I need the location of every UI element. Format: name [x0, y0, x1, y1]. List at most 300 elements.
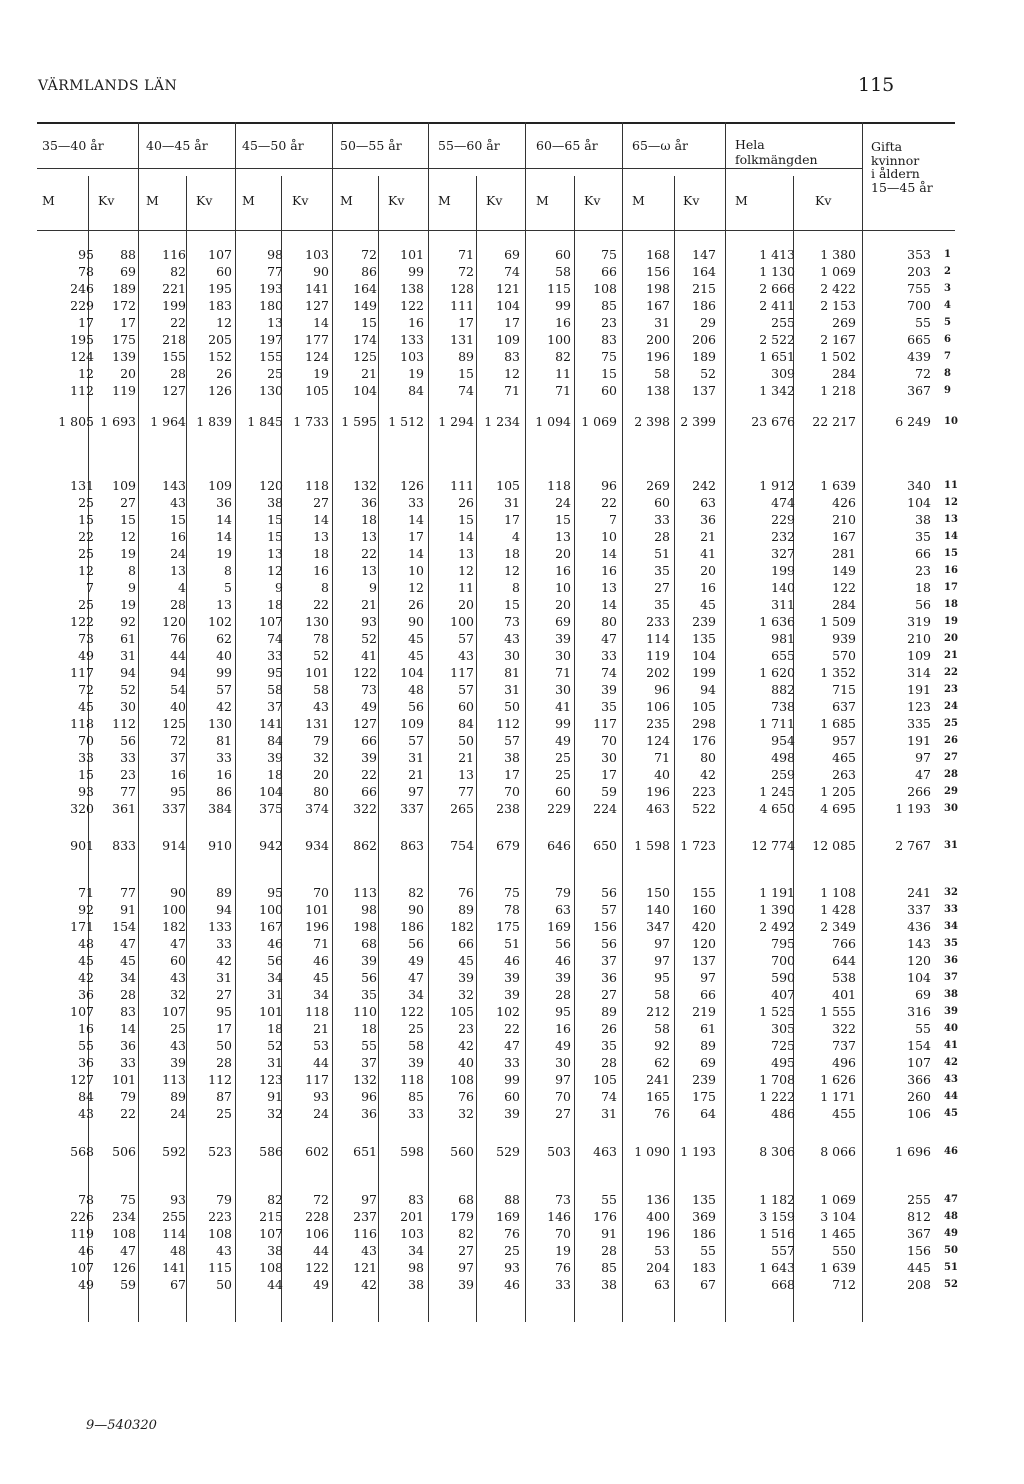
- row-number: 27: [944, 752, 958, 763]
- table-cell: 439: [907, 349, 931, 364]
- table-cell: 169: [547, 919, 571, 934]
- table-cell: 37: [170, 750, 186, 765]
- table-cell: 30: [120, 699, 136, 714]
- table-cell: 73: [504, 614, 520, 629]
- table-cell: 34: [267, 970, 283, 985]
- table-cell: 49: [78, 648, 94, 663]
- table-cell: 46: [78, 1243, 94, 1258]
- table-cell: 72: [313, 1192, 329, 1207]
- column-header-men: M: [438, 193, 451, 208]
- table-cell: 28: [601, 1055, 617, 1070]
- table-cell: 112: [496, 716, 520, 731]
- table-cell: 60: [170, 953, 186, 968]
- table-cell: 123: [259, 1072, 283, 1087]
- row-number: 1: [944, 249, 951, 260]
- table-cell: 16: [555, 1021, 571, 1036]
- row-number: 31: [944, 840, 958, 851]
- table-cell: 119: [70, 1226, 94, 1241]
- table-cell: 206: [692, 332, 716, 347]
- row-number: 19: [944, 616, 958, 627]
- table-cell: 1 182: [759, 1192, 795, 1207]
- table-cell: 109: [112, 478, 136, 493]
- table-cell: 75: [601, 349, 617, 364]
- table-cell: 196: [646, 1226, 670, 1241]
- table-cell: 66: [361, 733, 377, 748]
- row-number: 43: [944, 1074, 958, 1085]
- table-cell: 55: [915, 1021, 931, 1036]
- table-cell: 655: [771, 648, 795, 663]
- table-cell: 58: [654, 1021, 670, 1036]
- table-cell: 36: [78, 987, 94, 1002]
- table-cell: 27: [555, 1106, 571, 1121]
- table-cell: 50: [216, 1038, 232, 1053]
- table-cell: 445: [907, 1260, 931, 1275]
- table-cell: 31: [120, 648, 136, 663]
- table-cell: 200: [646, 332, 670, 347]
- table-cell: 14: [313, 315, 329, 330]
- table-cell: 71: [458, 247, 474, 262]
- row-number: 21: [944, 650, 958, 661]
- table-cell: 1 696: [895, 1144, 931, 1159]
- table-cell: 2 153: [820, 298, 856, 313]
- table-cell: 64: [700, 1106, 716, 1121]
- table-cell: 88: [120, 247, 136, 262]
- row-number: 47: [944, 1194, 958, 1205]
- table-cell: 60: [216, 264, 232, 279]
- table-cell: 73: [555, 1192, 571, 1207]
- table-cell: 124: [305, 349, 329, 364]
- table-cell: 13: [361, 563, 377, 578]
- column-header-men: M: [735, 193, 748, 208]
- table-cell: 36: [700, 512, 716, 527]
- table-cell: 1 964: [150, 414, 186, 429]
- married-women-header: Gifta kvinnor i åldern 15—45 år: [871, 139, 933, 195]
- table-cell: 560: [450, 1144, 474, 1159]
- table-cell: 95: [654, 970, 670, 985]
- table-cell: 90: [170, 885, 186, 900]
- table-cell: 45: [78, 953, 94, 968]
- table-cell: 108: [450, 1072, 474, 1087]
- table-cell: 68: [458, 1192, 474, 1207]
- table-cell: 204: [646, 1260, 670, 1275]
- table-cell: 167: [646, 298, 670, 313]
- table-cell: 108: [593, 281, 617, 296]
- row-number: 4: [944, 300, 951, 311]
- table-cell: 58: [555, 264, 571, 279]
- table-cell: 882: [771, 682, 795, 697]
- table-cell: 16: [170, 529, 186, 544]
- table-cell: 1 234: [484, 414, 520, 429]
- group-header-rule: [37, 168, 863, 169]
- row-number: 2: [944, 266, 951, 277]
- table-cell: 97: [700, 970, 716, 985]
- table-cell: 1 428: [820, 902, 856, 917]
- table-cell: 127: [70, 1072, 94, 1087]
- table-cell: 22 217: [812, 414, 856, 429]
- table-cell: 85: [601, 1260, 617, 1275]
- table-cell: 79: [555, 885, 571, 900]
- table-cell: 812: [907, 1209, 931, 1224]
- table-cell: 137: [692, 383, 716, 398]
- table-cell: 7: [86, 580, 94, 595]
- table-cell: 42: [458, 1038, 474, 1053]
- table-cell: 14: [458, 529, 474, 544]
- table-cell: 43: [78, 1106, 94, 1121]
- table-cell: 82: [555, 349, 571, 364]
- table-cell: 109: [208, 478, 232, 493]
- table-cell: 131: [450, 332, 474, 347]
- table-cell: 22: [120, 1106, 136, 1121]
- row-number: 16: [944, 565, 958, 576]
- table-cell: 30: [555, 648, 571, 663]
- table-cell: 39: [555, 631, 571, 646]
- table-cell: 66: [361, 784, 377, 799]
- table-cell: 177: [305, 332, 329, 347]
- table-cell: 36: [78, 1055, 94, 1070]
- table-cell: 21: [361, 597, 377, 612]
- table-cell: 15: [78, 512, 94, 527]
- table-cell: 63: [555, 902, 571, 917]
- table-cell: 49: [361, 699, 377, 714]
- table-cell: 39: [408, 1055, 424, 1070]
- table-cell: 78: [78, 264, 94, 279]
- table-cell: 465: [832, 750, 856, 765]
- table-cell: 232: [771, 529, 795, 544]
- table-cell: 92: [654, 1038, 670, 1053]
- table-cell: 18: [267, 767, 283, 782]
- table-cell: 176: [593, 1209, 617, 1224]
- table-cell: 755: [907, 281, 931, 296]
- table-cell: 98: [408, 1260, 424, 1275]
- table-cell: 10: [408, 563, 424, 578]
- table-cell: 133: [400, 332, 424, 347]
- table-cell: 189: [692, 349, 716, 364]
- table-cell: 70: [601, 733, 617, 748]
- table-cell: 58: [654, 987, 670, 1002]
- table-cell: 48: [78, 936, 94, 951]
- table-cell: 23 676: [751, 414, 795, 429]
- table-cell: 1 502: [820, 349, 856, 364]
- table-cell: 366: [907, 1072, 931, 1087]
- table-cell: 121: [353, 1260, 377, 1275]
- table-cell: 76: [170, 631, 186, 646]
- table-cell: 138: [646, 383, 670, 398]
- table-cell: 71: [504, 383, 520, 398]
- table-cell: 486: [771, 1106, 795, 1121]
- row-number: 44: [944, 1091, 958, 1102]
- table-cell: 17: [458, 315, 474, 330]
- table-cell: 39: [555, 970, 571, 985]
- table-cell: 12: [78, 366, 94, 381]
- table-top-rule: [37, 122, 955, 124]
- table-cell: 6 249: [895, 414, 931, 429]
- table-cell: 25: [555, 767, 571, 782]
- table-cell: 1 130: [759, 264, 795, 279]
- table-cell: 503: [547, 1144, 571, 1159]
- table-cell: 57: [458, 631, 474, 646]
- table-cell: 239: [692, 1072, 716, 1087]
- table-cell: 2 522: [759, 332, 795, 347]
- table-cell: 143: [907, 936, 931, 951]
- table-cell: 17: [504, 767, 520, 782]
- row-number: 33: [944, 904, 958, 915]
- table-cell: 127: [353, 716, 377, 731]
- table-cell: 58: [408, 1038, 424, 1053]
- table-cell: 833: [112, 838, 136, 853]
- table-cell: 1 639: [820, 478, 856, 493]
- table-cell: 223: [692, 784, 716, 799]
- table-cell: 26: [216, 366, 232, 381]
- table-cell: 40: [458, 1055, 474, 1070]
- table-cell: 131: [70, 478, 94, 493]
- table-cell: 70: [555, 1226, 571, 1241]
- table-cell: 68: [361, 936, 377, 951]
- table-cell: 197: [259, 332, 283, 347]
- table-cell: 72: [458, 264, 474, 279]
- table-cell: 89: [458, 349, 474, 364]
- table-cell: 38: [504, 750, 520, 765]
- table-cell: 255: [907, 1192, 931, 1207]
- table-cell: 106: [305, 1226, 329, 1241]
- table-cell: 71: [555, 383, 571, 398]
- table-cell: 91: [601, 1226, 617, 1241]
- table-cell: 36: [120, 1038, 136, 1053]
- table-cell: 12: [216, 315, 232, 330]
- table-cell: 237: [353, 1209, 377, 1224]
- table-cell: 175: [496, 919, 520, 934]
- table-cell: 62: [216, 631, 232, 646]
- table-cell: 30: [555, 682, 571, 697]
- table-cell: 18: [313, 546, 329, 561]
- row-number: 18: [944, 599, 958, 610]
- table-cell: 60: [555, 784, 571, 799]
- table-cell: 1 626: [820, 1072, 856, 1087]
- table-cell: 39: [504, 970, 520, 985]
- table-cell: 255: [162, 1209, 186, 1224]
- row-number: 39: [944, 1006, 958, 1017]
- table-cell: 1 342: [759, 383, 795, 398]
- table-cell: 98: [267, 247, 283, 262]
- table-cell: 126: [112, 1260, 136, 1275]
- table-cell: 70: [313, 885, 329, 900]
- table-cell: 99: [504, 1072, 520, 1087]
- table-cell: 71: [654, 750, 670, 765]
- row-number: 24: [944, 701, 958, 712]
- table-cell: 1 723: [680, 838, 716, 853]
- table-cell: 27: [313, 495, 329, 510]
- table-cell: 2 167: [820, 332, 856, 347]
- table-cell: 31: [216, 970, 232, 985]
- table-cell: 94: [216, 902, 232, 917]
- table-cell: 169: [496, 1209, 520, 1224]
- table-cell: 53: [654, 1243, 670, 1258]
- table-cell: 12: [408, 580, 424, 595]
- row-number: 22: [944, 667, 958, 678]
- table-cell: 16: [78, 1021, 94, 1036]
- table-cell: 182: [450, 919, 474, 934]
- table-cell: 69: [120, 264, 136, 279]
- table-cell: 150: [646, 885, 670, 900]
- table-cell: 90: [313, 264, 329, 279]
- table-cell: 1 711: [759, 716, 795, 731]
- table-cell: 47: [120, 936, 136, 951]
- table-cell: 81: [504, 665, 520, 680]
- table-cell: 105: [692, 699, 716, 714]
- table-cell: 26: [601, 1021, 617, 1036]
- table-cell: 21: [313, 1021, 329, 1036]
- table-cell: 668: [771, 1277, 795, 1292]
- table-cell: 154: [112, 919, 136, 934]
- table-cell: 113: [353, 885, 377, 900]
- row-number: 5: [944, 317, 951, 328]
- table-cell: 212: [646, 1004, 670, 1019]
- age-group-header: 50—55 år: [340, 138, 402, 153]
- table-cell: 101: [400, 247, 424, 262]
- table-cell: 84: [458, 716, 474, 731]
- table-cell: 84: [267, 733, 283, 748]
- table-cell: 16: [700, 580, 716, 595]
- row-number: 30: [944, 803, 958, 814]
- table-cell: 113: [162, 1072, 186, 1087]
- table-cell: 309: [771, 366, 795, 381]
- table-cell: 76: [504, 1226, 520, 1241]
- table-cell: 650: [593, 838, 617, 853]
- table-cell: 95: [170, 784, 186, 799]
- table-cell: 61: [700, 1021, 716, 1036]
- table-cell: 25: [78, 546, 94, 561]
- table-cell: 14: [216, 512, 232, 527]
- table-cell: 17: [601, 767, 617, 782]
- table-cell: 322: [353, 801, 377, 816]
- table-cell: 754: [450, 838, 474, 853]
- table-cell: 28: [170, 597, 186, 612]
- table-cell: 311: [771, 597, 795, 612]
- table-cell: 138: [400, 281, 424, 296]
- table-cell: 8: [224, 563, 232, 578]
- table-cell: 66: [601, 264, 617, 279]
- table-cell: 21: [700, 529, 716, 544]
- table-cell: 149: [832, 563, 856, 578]
- table-cell: 62: [654, 1055, 670, 1070]
- table-cell: 122: [70, 614, 94, 629]
- table-cell: 31: [267, 1055, 283, 1070]
- table-cell: 42: [78, 970, 94, 985]
- table-cell: 31: [408, 750, 424, 765]
- table-cell: 32: [170, 987, 186, 1002]
- table-cell: 67: [700, 1277, 716, 1292]
- table-cell: 31: [504, 495, 520, 510]
- table-cell: 50: [504, 699, 520, 714]
- row-number: 32: [944, 887, 958, 898]
- table-cell: 130: [208, 716, 232, 731]
- table-cell: 33: [216, 750, 232, 765]
- table-cell: 33: [504, 1055, 520, 1070]
- table-cell: 33: [267, 648, 283, 663]
- row-number: 50: [944, 1245, 958, 1256]
- table-cell: 43: [504, 631, 520, 646]
- table-cell: 862: [353, 838, 377, 853]
- page-number: 115: [858, 74, 895, 96]
- table-cell: 56: [915, 597, 931, 612]
- table-cell: 81: [216, 733, 232, 748]
- table-cell: 69: [700, 1055, 716, 1070]
- table-cell: 80: [700, 750, 716, 765]
- table-cell: 215: [692, 281, 716, 296]
- table-cell: 233: [646, 614, 670, 629]
- table-cell: 281: [832, 546, 856, 561]
- table-cell: 75: [120, 1192, 136, 1207]
- table-cell: 57: [458, 682, 474, 697]
- table-cell: 172: [112, 298, 136, 313]
- table-cell: 131: [305, 716, 329, 731]
- age-group-header: 35—40 år: [42, 138, 104, 153]
- table-cell: 38: [267, 1243, 283, 1258]
- table-cell: 8: [512, 580, 520, 595]
- table-cell: 347: [646, 919, 670, 934]
- table-cell: 901: [70, 838, 94, 853]
- table-cell: 14: [601, 546, 617, 561]
- table-cell: 1 245: [759, 784, 795, 799]
- table-cell: 15: [601, 366, 617, 381]
- table-cell: 19: [313, 366, 329, 381]
- row-number: 28: [944, 769, 958, 780]
- table-cell: 118: [305, 478, 329, 493]
- table-cell: 120: [259, 478, 283, 493]
- row-number: 34: [944, 921, 958, 932]
- table-cell: 60: [555, 247, 571, 262]
- table-cell: 168: [646, 247, 670, 262]
- table-cell: 43: [458, 648, 474, 663]
- table-cell: 117: [593, 716, 617, 731]
- table-cell: 1 845: [247, 414, 283, 429]
- table-cell: 180: [259, 298, 283, 313]
- table-cell: 18: [915, 580, 931, 595]
- table-cell: 229: [70, 298, 94, 313]
- row-number: 20: [944, 633, 958, 644]
- table-cell: 104: [907, 970, 931, 985]
- table-cell: 76: [458, 885, 474, 900]
- table-cell: 196: [646, 784, 670, 799]
- table-cell: 8 306: [759, 1144, 795, 1159]
- table-cell: 224: [593, 801, 617, 816]
- table-cell: 51: [504, 936, 520, 951]
- table-cell: 19: [555, 1243, 571, 1258]
- column-header-men: M: [632, 193, 645, 208]
- column-header-men: M: [536, 193, 549, 208]
- table-cell: 18: [267, 597, 283, 612]
- table-cell: 135: [692, 1192, 716, 1207]
- table-cell: 1 171: [820, 1089, 856, 1104]
- table-cell: 269: [832, 315, 856, 330]
- table-cell: 149: [353, 298, 377, 313]
- table-cell: 522: [692, 801, 716, 816]
- table-cell: 15: [458, 512, 474, 527]
- table-cell: 16: [170, 767, 186, 782]
- table-cell: 1 651: [759, 349, 795, 364]
- row-number: 14: [944, 531, 958, 542]
- table-cell: 79: [216, 1192, 232, 1207]
- table-header-bottom-rule: [37, 230, 955, 231]
- table-cell: 104: [692, 648, 716, 663]
- table-cell: 27: [601, 987, 617, 1002]
- table-cell: 426: [832, 495, 856, 510]
- table-cell: 46: [267, 936, 283, 951]
- table-cell: 327: [771, 546, 795, 561]
- row-number: 29: [944, 786, 958, 797]
- table-cell: 44: [313, 1243, 329, 1258]
- table-cell: 182: [162, 919, 186, 934]
- table-cell: 84: [78, 1089, 94, 1104]
